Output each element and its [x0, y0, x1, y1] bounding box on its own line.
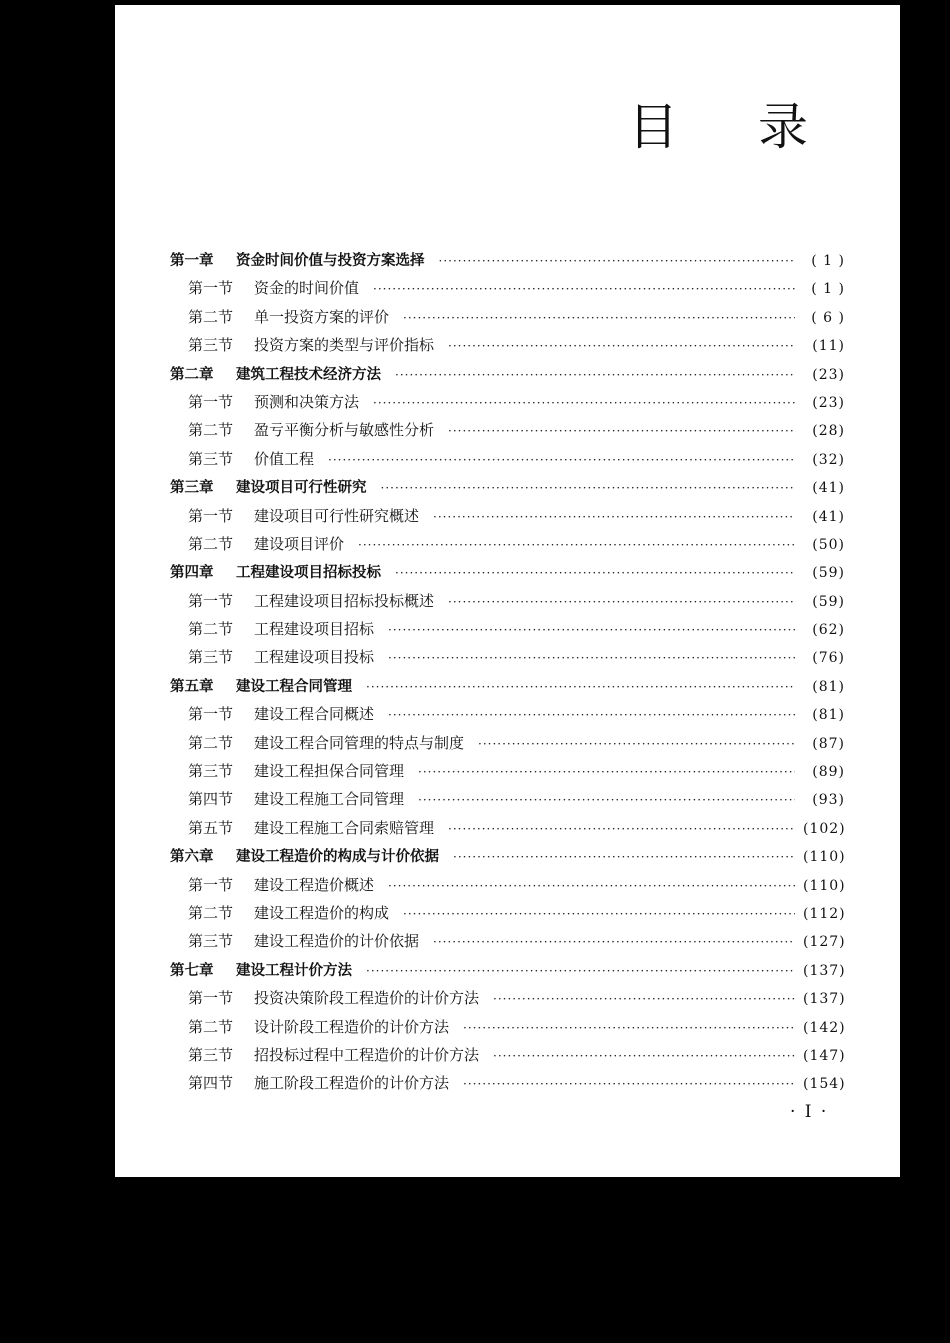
toc-entry-number: 第二节	[188, 733, 234, 752]
toc-dot-leader	[448, 595, 795, 609]
toc-section-entry	[170, 1072, 845, 1100]
toc-entry-title: 招投标过程中工程造价的计价方法	[254, 1045, 480, 1064]
book-page	[115, 5, 900, 1177]
toc-chapter-entry	[170, 845, 845, 873]
toc-dot-leader	[373, 396, 795, 410]
toc-entry-number: 第四节	[188, 790, 234, 809]
toc-entry-title: 工程建设项目投标	[254, 648, 375, 667]
toc-dot-leader	[388, 708, 795, 722]
toc-entry-number: 第三节	[188, 762, 234, 781]
toc-dot-leader	[493, 992, 795, 1006]
toc-entry-title: 盈亏平衡分析与敏感性分析	[254, 421, 435, 440]
page-title: 目 录	[628, 98, 840, 156]
toc-entry-number: 第一节	[188, 392, 234, 411]
toc-entry-title: 建设工程造价的构成	[254, 903, 390, 922]
toc-entry-number: 第一节	[188, 875, 234, 894]
toc-dot-leader	[403, 311, 795, 325]
toc-section-entry	[170, 618, 845, 646]
toc-entry-title: 建设工程合同管理	[236, 678, 352, 695]
toc-page-number: (154)	[803, 1076, 846, 1093]
toc-page-number: (137)	[803, 962, 846, 979]
toc-page-number: (32)	[812, 451, 845, 468]
toc-entry-title: 建设工程合同管理的特点与制度	[254, 733, 465, 752]
toc-page-number: (81)	[812, 678, 845, 695]
toc-entry-number: 第一节	[188, 705, 234, 724]
toc-entry-number: 第二节	[188, 1017, 234, 1036]
toc-dot-leader	[493, 1049, 795, 1063]
toc-page-number: (110)	[803, 877, 846, 894]
toc-dot-leader	[388, 879, 795, 893]
toc-page-number: (50)	[812, 536, 845, 553]
toc-page-number: (62)	[812, 622, 845, 639]
toc-entry-title: 工程建设项目招标投标概述	[254, 591, 435, 610]
toc-page-number: ( 1 )	[811, 281, 845, 298]
toc-section-entry	[170, 987, 845, 1015]
toc-dot-leader	[381, 481, 796, 495]
toc-entry-title: 投资决策阶段工程造价的计价方法	[254, 989, 480, 1008]
toc-entry-title: 建设工程计价方法	[236, 962, 352, 979]
toc-entry-title: 投资方案的类型与评价指标	[254, 336, 435, 355]
toc-entry-title: 建设项目评价	[254, 534, 345, 553]
toc-section-entry	[170, 646, 845, 674]
toc-dot-leader	[433, 935, 795, 949]
toc-entry-title: 资金的时间价值	[254, 279, 360, 298]
toc-page-number: (11)	[812, 338, 845, 355]
toc-page-number: (59)	[812, 593, 845, 610]
toc-dot-leader	[463, 1021, 795, 1035]
toc-dot-leader	[328, 453, 795, 467]
toc-chapter-entry	[170, 363, 845, 391]
toc-section-entry	[170, 419, 845, 447]
toc-dot-leader	[366, 680, 795, 694]
toc-chapter-entry	[170, 959, 845, 987]
toc-page-number: (81)	[812, 707, 845, 724]
toc-dot-leader	[439, 254, 796, 268]
toc-entry-number: 第三节	[188, 449, 234, 468]
toc-entry-title: 建设工程造价的计价依据	[254, 932, 420, 951]
toc-entry-number: 第三节	[188, 336, 234, 355]
toc-page-number: (76)	[812, 650, 845, 667]
toc-entry-number: 第二节	[188, 903, 234, 922]
toc-page-number: (102)	[803, 820, 846, 837]
toc-page-number: (147)	[803, 1047, 846, 1064]
toc-entry-title: 预测和决策方法	[254, 392, 360, 411]
toc-entry-number: 第四节	[188, 1074, 234, 1093]
toc-entry-number: 第六章	[170, 849, 214, 866]
toc-dot-leader	[418, 793, 795, 807]
toc-entry-number: 第一节	[188, 279, 234, 298]
toc-section-entry	[170, 760, 845, 788]
toc-chapter-entry	[170, 675, 845, 703]
toc-dot-leader	[366, 964, 795, 978]
toc-page-number: (110)	[803, 849, 846, 866]
toc-entry-number: 第三章	[170, 480, 214, 497]
toc-dot-leader	[373, 282, 795, 296]
toc-page-number: (142)	[803, 1019, 846, 1036]
toc-section-entry	[170, 505, 845, 533]
toc-dot-leader	[388, 623, 795, 637]
toc-dot-leader	[448, 339, 795, 353]
toc-page-number: (59)	[812, 565, 845, 582]
toc-entry-number: 第七章	[170, 962, 214, 979]
toc-entry-title: 建设项目可行性研究	[236, 480, 367, 497]
toc-entry-title: 工程建设项目招标投标	[236, 565, 381, 582]
toc-section-entry	[170, 306, 845, 334]
toc-dot-leader	[358, 538, 795, 552]
toc-entry-number: 第二节	[188, 620, 234, 639]
toc-section-entry	[170, 788, 845, 816]
toc-section-entry	[170, 334, 845, 362]
toc-entry-number: 第三节	[188, 932, 234, 951]
toc-chapter-entry	[170, 476, 845, 504]
toc-page-number: (112)	[803, 905, 846, 922]
toc-entry-number: 第一章	[170, 253, 214, 269]
toc-entry-number: 第一节	[188, 591, 234, 610]
toc-dot-leader	[478, 737, 795, 751]
toc-entry-title: 资金时间价值与投资方案选择	[236, 253, 425, 269]
toc-entry-title: 工程建设项目招标	[254, 620, 375, 639]
toc-page-number: (87)	[812, 735, 845, 752]
toc-section-entry	[170, 590, 845, 618]
page-folio: · I ·	[790, 1102, 829, 1122]
toc-dot-leader	[448, 424, 795, 438]
toc-page-number: (127)	[803, 934, 846, 951]
toc-section-entry	[170, 902, 845, 930]
toc-entry-number: 第一节	[188, 506, 234, 525]
toc-entry-title: 建设工程担保合同管理	[254, 762, 405, 781]
toc-entry-number: 第四章	[170, 565, 214, 582]
toc-page-number: ( 1 )	[811, 253, 845, 269]
toc-chapter-entry	[170, 249, 845, 277]
toc-page-number: (23)	[812, 394, 845, 411]
toc-entry-title: 建设项目可行性研究概述	[254, 506, 420, 525]
toc-section-entry	[170, 1044, 845, 1072]
toc-entry-title: 设计阶段工程造价的计价方法	[254, 1017, 450, 1036]
toc-entry-title: 单一投资方案的评价	[254, 307, 390, 326]
toc-dot-leader	[453, 850, 795, 864]
toc-entry-title: 建设工程合同概述	[254, 705, 375, 724]
toc-entry-title: 建设工程造价的构成与计价依据	[236, 849, 439, 866]
toc-dot-leader	[403, 907, 795, 921]
toc-page-number: ( 6 )	[811, 309, 845, 326]
toc-dot-leader	[463, 1077, 795, 1091]
toc-entry-number: 第二节	[188, 421, 234, 440]
toc-section-entry	[170, 448, 845, 476]
toc-page-number: (41)	[812, 508, 845, 525]
toc-section-entry	[170, 533, 845, 561]
toc-entry-number: 第二节	[188, 307, 234, 326]
toc-dot-leader	[433, 510, 795, 524]
toc-entry-number: 第二节	[188, 534, 234, 553]
toc-dot-leader	[448, 822, 795, 836]
toc-entry-number: 第五章	[170, 678, 214, 695]
toc-dot-leader	[395, 368, 795, 382]
toc-section-entry	[170, 1016, 845, 1044]
toc-page-number: (137)	[803, 991, 846, 1008]
toc-dot-leader	[388, 651, 795, 665]
toc-entry-number: 第三节	[188, 648, 234, 667]
toc-entry-title: 建设工程施工合同管理	[254, 790, 405, 809]
toc-page-number: (23)	[812, 366, 845, 383]
toc-section-entry	[170, 874, 845, 902]
toc-entry-number: 第五节	[188, 818, 234, 837]
toc-page-number: (41)	[812, 480, 845, 497]
toc-entry-title: 建筑工程技术经济方法	[236, 366, 381, 383]
toc-page-number: (28)	[812, 423, 845, 440]
toc-entry-number: 第三节	[188, 1045, 234, 1064]
table-of-contents	[170, 249, 845, 1101]
toc-entry-number: 第一节	[188, 989, 234, 1008]
toc-dot-leader	[418, 765, 795, 779]
toc-section-entry	[170, 930, 845, 958]
toc-entry-title: 价值工程	[254, 449, 315, 468]
toc-page-number: (93)	[812, 792, 845, 809]
toc-entry-title: 建设工程造价概述	[254, 875, 375, 894]
toc-section-entry	[170, 817, 845, 845]
toc-entry-title: 建设工程施工合同索赔管理	[254, 818, 435, 837]
toc-section-entry	[170, 703, 845, 731]
toc-section-entry	[170, 391, 845, 419]
toc-section-entry	[170, 732, 845, 760]
toc-entry-number: 第二章	[170, 366, 214, 383]
toc-section-entry	[170, 277, 845, 305]
toc-entry-title: 施工阶段工程造价的计价方法	[254, 1074, 450, 1093]
toc-page-number: (89)	[812, 764, 845, 781]
toc-chapter-entry	[170, 561, 845, 589]
toc-dot-leader	[395, 566, 795, 580]
